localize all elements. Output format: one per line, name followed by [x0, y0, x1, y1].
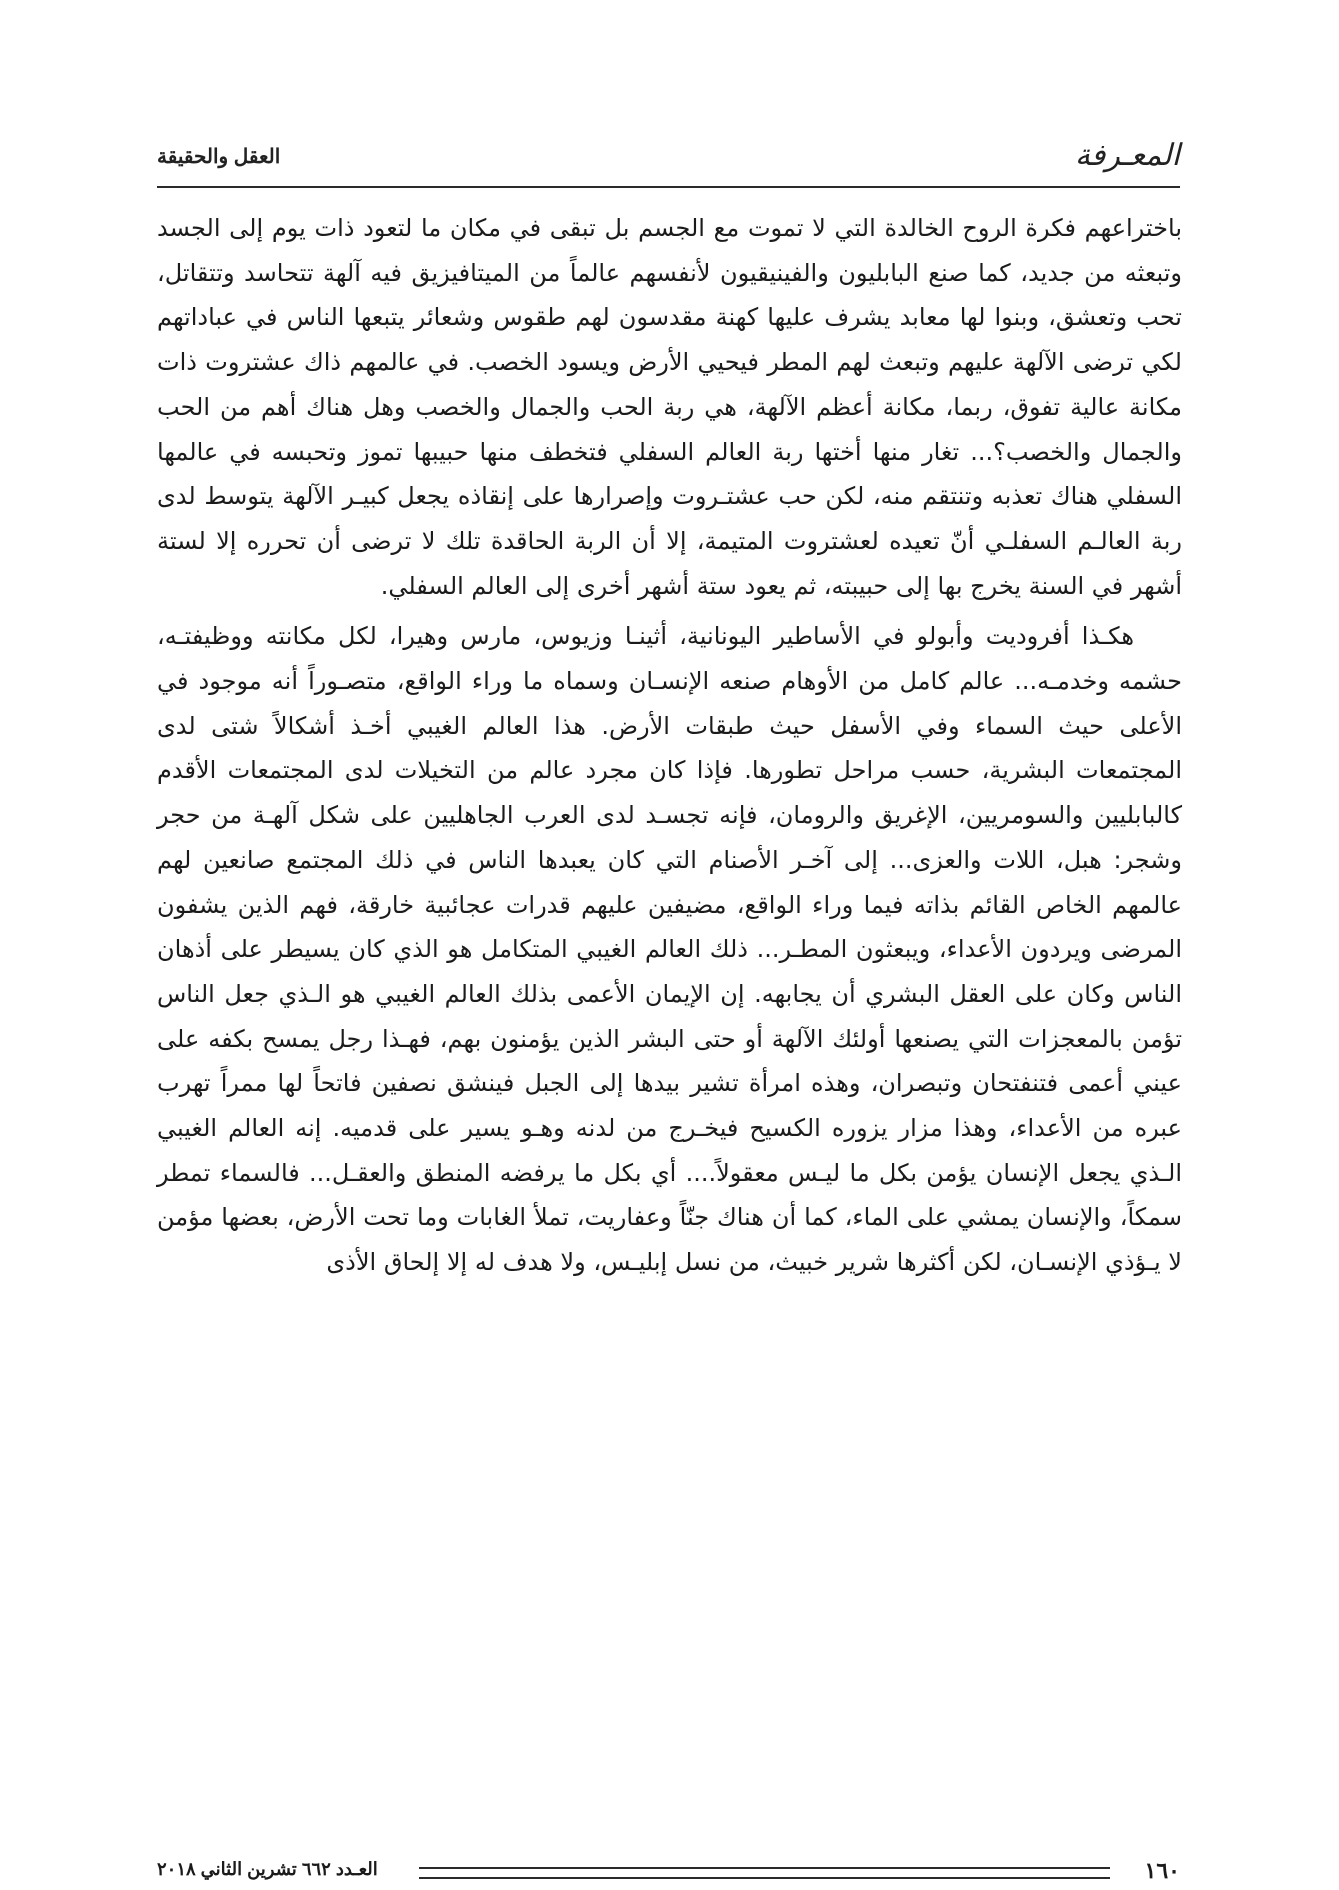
article-body — [157, 206, 1182, 1285]
footer-divider — [419, 1867, 1110, 1879]
paragraph-2: هكـذا أفروديت وأبولو في الأساطير اليونانية، أثينـا وزيوس، مارس وهيرا، لكل مكانته ووظيفتـه، حشمه وخدمـه... عالم كامل من الأوهام صنعه الإنسـان وسماه ما وراء الواقع، متصـوراً أنه موجود في الأعلى حيث السماء وفي الأسفل حيث طبقات الأرض. هذا العالم الغيبي أخـذ أشكالاً شتى لدى المجتمعات البشرية، حسب مراحل تطورها. فإذا كان مجرد عالم من التخيلات لدى المجتمعات الأقدم كالبابليين والسومريين، الإغريق والرومان، فإنه تجسـد لدى العرب الجاهليين على شكل آلهـة من حجر وشجر: هبل، اللات والعزى... إلى آخـر الأصنام التي كان يعبدها الناس في ذلك المجتمع صانعين لهم عالمهم الخاص القائم بذاته فيما وراء الواقع، مضيفين عليهم قدرات عجائبية خارقة، فهم الذين يشفون المرضى ويردون الأعداء، ويبعثون المطـر... ذلك العالم الغيبي المتكامل هو الذي كان يسيطر على أذهان الناس وكان على العقل البشري أن يجابهه. إن الإيمان الأعمى بذلك العالم الغيبي هو الـذي جعل الناس تؤمن بالمعجزات التي يصنعها أولئك الآلهة أو حتى البشر الذين يؤمنون بهم، فهـذا رجل يمسح بكفه على عيني أعمى فتنفتحان وتبصران، وهذه امرأة تشير بيدها إلى الجبل فينشق نصفين فاتحاً لها ممراً تهرب عبره من الأعداء، وهذا مزار يزوره الكسيح فيخـرج من لدنه وهـو يسير على قدميه. إنه العالم الغيبي الـذي يجعل الإنسان يؤمن بكل ما ليـس معقولاً.... أي بكل ما يرفضه المنطق والعقـل... فالسماء تمطر سمكاً، والإنسان يمشي على الماء، كما أن هناك جنّاً وعفاريت، تملأ الغابات وما تحت الأرض، بعضها مؤمن لا يـؤذي الإنسـان، لكن أكثرها شرير خبيث، من نسل إبليـس، ولا هدف له إلا إلحاق الأذى — [157, 622, 1182, 1277]
issue-info: العـدد ٦٦٢ تشرين الثاني ٢٠١٨ — [157, 1859, 378, 1879]
page-number: ١٦٠ — [1144, 1858, 1180, 1883]
running-title: العقل والحقيقة — [157, 146, 281, 168]
magazine-logo: المعـرفة — [1074, 138, 1180, 173]
header-divider — [157, 186, 1180, 188]
page-header — [157, 136, 1180, 176]
page-footer — [157, 1858, 1180, 1888]
paragraph-1: باختراعهم فكرة الروح الخالدة التي لا تموت مع الجسم بل تبقى في مكان ما لتعود ذات يوم إلى الجسد وتبعثه من جديد، كما صنع البابليون والفينيقيون لأنفسهم عالماً من الميتافيزيق فيه آلهة تتحاسد وتتقاتل، تحب وتعشق، وبنوا لها معابد يشرف عليها كهنة مقدسون لهم طقوس وشعائر يتبعها الناس في عباداتهم لكي ترضى الآلهة عليهم وتبعث لهم المطر فيحيي الأرض ويسود الخصب. في عالمهم ذاك عشتروت ذات مكانة عالية تفوق، ربما، مكانة أعظم الآلهة، هي ربة الحب والجمال والخصب وهل هناك أهم من الحب والجمال والخصب؟... تغار منها أختها ربة العالم السفلي فتخطف منها حبيبها تموز وتحبسه في عالمها السفلي هناك تعذبه وتنتقم منه، لكن حب عشتـروت وإصرارها على إنقاذه يجعل كبيـر الآلهة يتوسط لدى ربة العالـم السفلـي أنّ تعيده لعشتروت المتيمة، إلا أن الربة الحاقدة تلك لا ترضى أن تحرره إلا لستة أشهر في السنة يخرج بها إلى حبيبته، ثم يعود ستة أشهر أخرى إلى العالم السفلي. — [157, 214, 1182, 600]
